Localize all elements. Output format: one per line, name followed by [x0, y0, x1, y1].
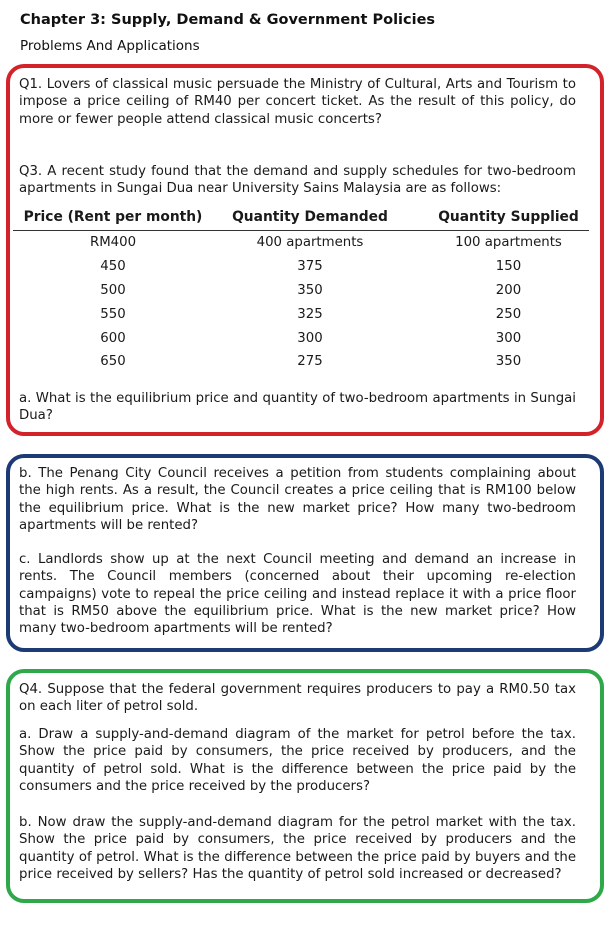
table-cell-supplied: 350: [495, 354, 522, 369]
table-cell-price: 450: [100, 259, 126, 274]
table-cell-supplied: 300: [495, 331, 522, 346]
question-q4-part-b: b. Now draw the supply-and-demand diagram for the petrol market with the tax. Show the price paid by consumers, the price received by producers and the quantity of petrol. What is the difference between the price paid by buyers and the price received by sellers? Has the quantity of petrol sold increased or decreased?: [19, 815, 576, 882]
table-cell-demanded: 350: [297, 283, 323, 298]
table-cell-demanded: 400 apartments: [256, 235, 364, 250]
table-cell-supplied: 100 apartments: [455, 235, 562, 250]
table-cell-demanded: 325: [297, 307, 323, 322]
table-cell-supplied: 250: [495, 307, 522, 322]
table-header-supplied: Quantity Supplied: [438, 209, 579, 225]
question-q4-part-a: a. Draw a supply-and-demand diagram of the market for petrol before the tax. Show the price paid by consumers, the price received by producers, and the quantity of petrol sold. What is the difference between the price paid by the consumers and the price received by the producers?: [19, 727, 576, 794]
question-q3-part-c: c. Landlords show up at the next Council meeting and demand an increase in rents. The Council members (concerned about their upcoming re-election campaigns) vote to repeal the price ceiling and instead replace it with a price floor that is RM50 above the equilibrium price. What is the new market price? How many two-bedroom apartments will be rented?: [19, 552, 576, 637]
table-cell-price: 500: [100, 283, 126, 298]
question-q3-intro: Q3. A recent study found that the demand and supply schedules for two-bedroom apartments in Sungai Dua near University Sains Malaysia are as follows:: [19, 164, 576, 197]
table-cell-demanded: 375: [297, 259, 323, 274]
question-q3-part-b: b. The Penang City Council receives a petition from students complaining about the high rents. As a result, the Council creates a price ceiling that is RM100 below the equilibrium price. What is the new market price? How many two-bedroom apartments will be rented?: [19, 466, 576, 533]
table-cell-demanded: 275: [297, 354, 323, 369]
table-cell-price: 600: [100, 331, 126, 346]
table-cell-price: 650: [100, 354, 126, 369]
table-cell-price: RM400: [89, 235, 137, 250]
question-q3-part-a: a. What is the equilibrium price and quantity of two-bedroom apartments in Sungai Dua?: [19, 391, 576, 424]
page-subtitle: Problems And Applications: [20, 38, 200, 54]
question-q1: Q1. Lovers of classical music persuade the Ministry of Cultural, Arts and Tourism to impose a price ceiling of RM40 per concert ticket. As the result of this policy, do more or fewer people attend classical music concerts?: [19, 77, 576, 127]
page-title: Chapter 3: Supply, Demand & Government Policies: [20, 12, 436, 28]
table-header-rule: [13, 230, 589, 231]
table-cell-price: 550: [100, 307, 126, 322]
table-cell-supplied: 150: [495, 259, 522, 274]
table-cell-demanded: 300: [297, 331, 323, 346]
question-q4-intro: Q4. Suppose that the federal government requires producers to pay a RM0.50 tax on each liter of petrol sold.: [19, 682, 576, 715]
table-header-demanded: Quantity Demanded: [232, 209, 388, 225]
table-header-price: Price (Rent per month): [23, 209, 203, 225]
table-cell-supplied: 200: [495, 283, 522, 298]
